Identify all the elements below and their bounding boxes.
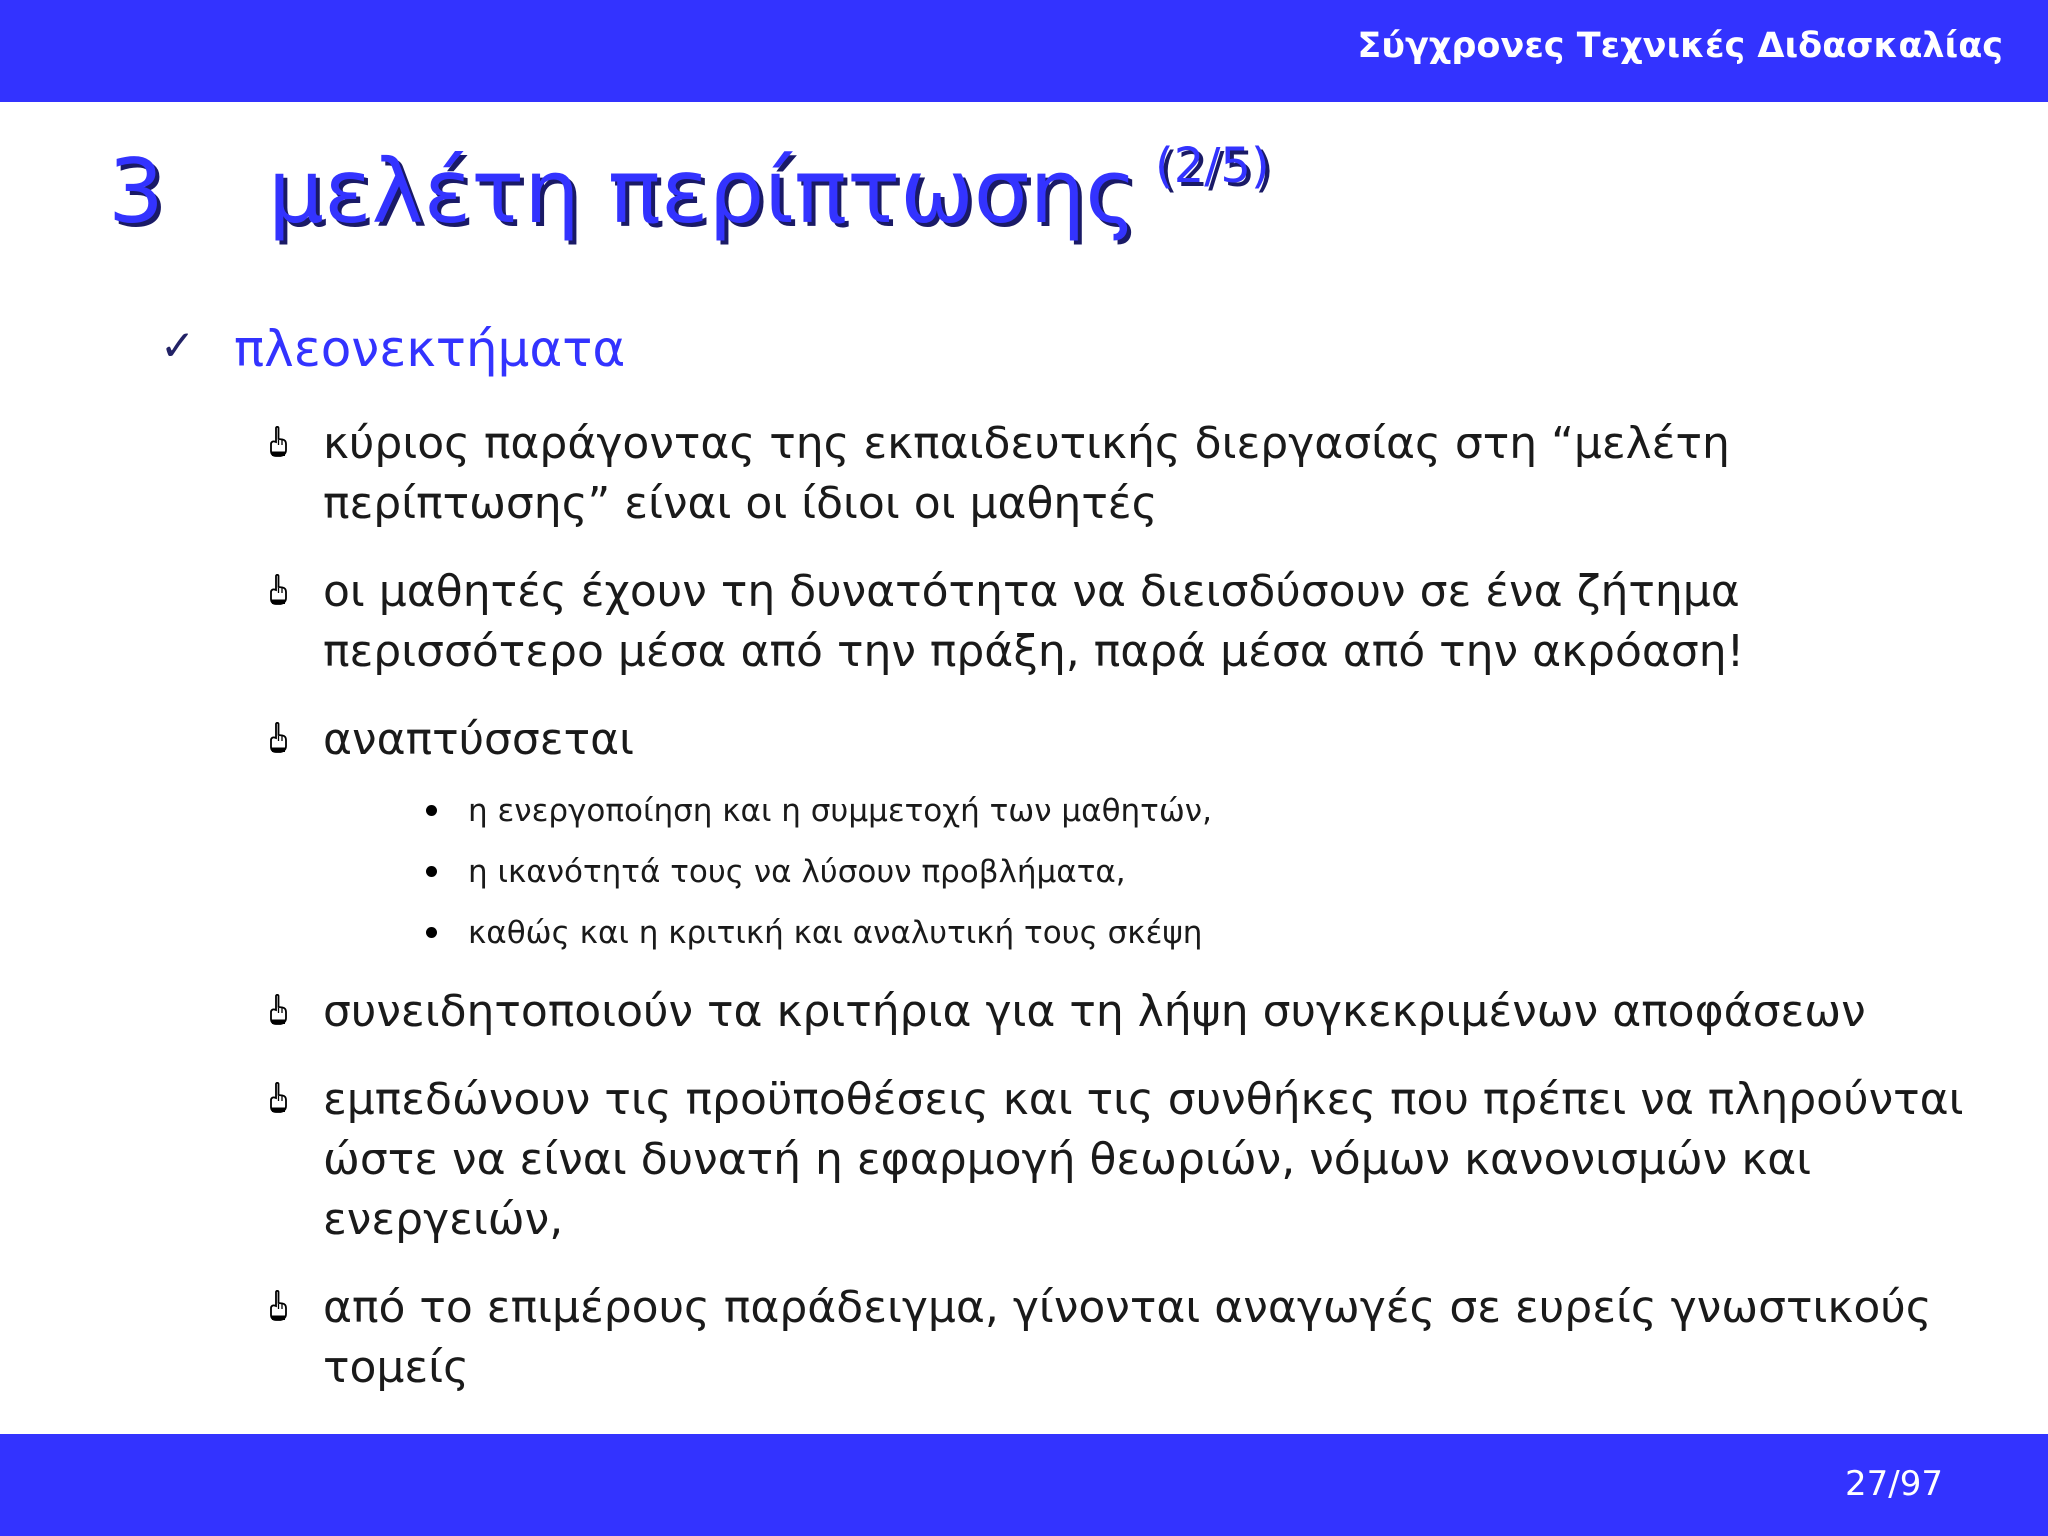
bullet-list <box>268 414 2008 1426</box>
slide-title <box>108 138 1270 243</box>
checkmark-icon: ✓ <box>160 321 196 370</box>
sub-bullet-list <box>323 790 2008 954</box>
sub-list-item <box>468 790 2008 832</box>
pointing-hand-icon <box>268 426 288 458</box>
section-heading-text: πλεονεκτήματα <box>234 320 626 378</box>
pointing-hand-icon <box>268 722 288 754</box>
sub-list-item <box>468 851 2008 893</box>
list-item <box>268 1070 2008 1250</box>
footer-bar <box>0 1434 2048 1536</box>
list-item <box>268 1278 2008 1398</box>
title-number: 3 <box>108 140 164 243</box>
list-item-text: συνειδητοποιούν τα κριτήρια για τη λήψη συγκεκριμένων αποφάσεων <box>323 986 1866 1037</box>
title-part: (2/5) <box>1154 138 1270 194</box>
list-item <box>268 710 2008 954</box>
list-item-text: κύριος παράγοντας της εκπαιδευτικής διεργασίας στη “μελέτη περίπτωσης” είναι οι ίδιοι οι μαθητές <box>323 418 1730 529</box>
list-item <box>268 414 2008 534</box>
pointing-hand-icon <box>268 574 288 606</box>
list-item <box>268 562 2008 682</box>
header-bar <box>0 0 2048 102</box>
title-text: μελέτη περίπτωσης <box>268 140 1137 243</box>
course-title: Σύγχρονες Τεχνικές Διδασκαλίας <box>1357 26 2003 66</box>
list-item <box>268 982 2008 1042</box>
pointing-hand-icon <box>268 1290 288 1322</box>
pointing-hand-icon <box>268 1082 288 1114</box>
pointing-hand-icon <box>268 994 288 1026</box>
list-item-text: αναπτύσσεται <box>323 714 634 765</box>
section-heading <box>160 320 625 378</box>
sub-list-item-text: η ενεργοποίηση και η συμμετοχή των μαθητών, <box>468 793 1212 829</box>
list-item-text: από το επιμέρους παράδειγμα, γίνονται αναγωγές σε ευρείς γνωστικούς τομείς <box>323 1282 1932 1393</box>
bullet-dot-icon <box>426 927 437 938</box>
sub-list-item-text: η ικανότητά τους να λύσουν προβλήματα, <box>468 854 1126 890</box>
list-item-text: εμπεδώνουν τις προϋποθέσεις και τις συνθήκες που πρέπει να πληρούνται ώστε να είναι δυνατή η εφαρμογή θεωριών, νόμων κανονισμών και ενεργειών, <box>323 1074 1964 1245</box>
sub-list-item <box>468 912 2008 954</box>
page-number: 27/97 <box>1845 1464 1943 1504</box>
list-item-text: οι μαθητές έχουν τη δυνατότητα να διεισδύσουν σε ένα ζήτημα περισσότερο μέσα από την πράξη, παρά μέσα από την ακρόαση! <box>323 566 1745 677</box>
sub-list-item-text: καθώς και η κριτική και αναλυτική τους σκέψη <box>468 915 1203 951</box>
bullet-dot-icon <box>426 866 437 877</box>
bullet-dot-icon <box>426 805 437 816</box>
